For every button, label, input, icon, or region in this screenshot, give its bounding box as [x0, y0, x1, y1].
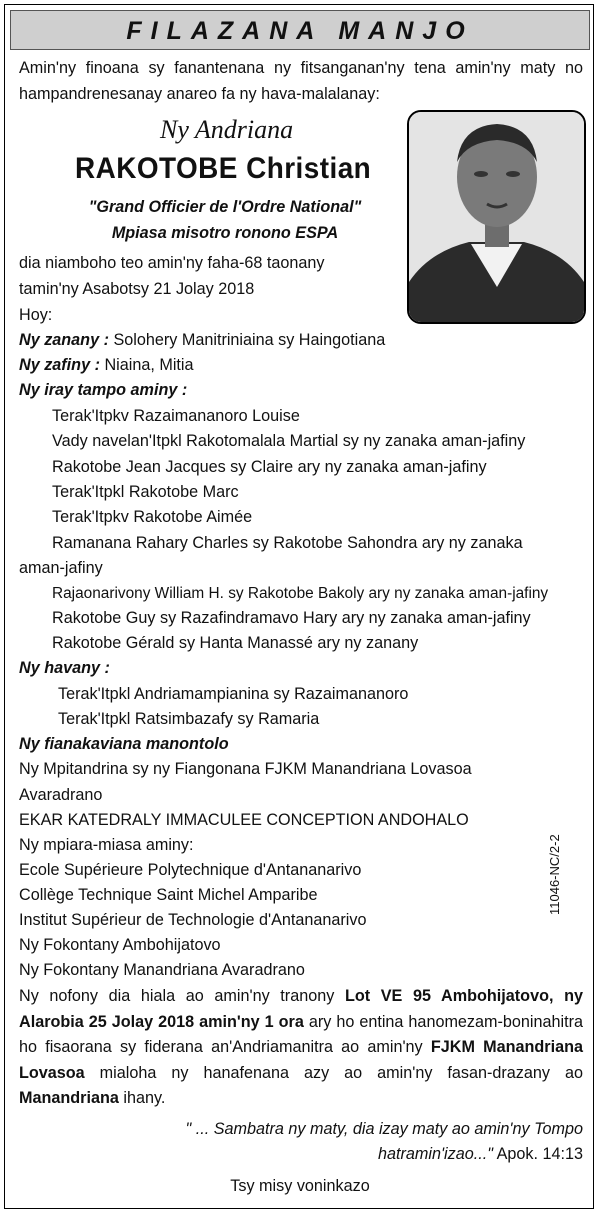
- family-item: Institut Supérieur de Technologie d'Antananarivo: [19, 911, 367, 929]
- family-item: Ecole Supérieure Polytechnique d'Antananarivo: [19, 861, 362, 879]
- quote-reference: Apok. 14:13: [492, 1145, 583, 1163]
- portrait-photo: [407, 110, 586, 324]
- closing-note: Tsy misy voninkazo: [230, 1177, 370, 1195]
- children-label: Ny zanany :: [19, 331, 109, 349]
- family-item: Ny mpiara-miasa aminy:: [19, 836, 194, 854]
- relative-item: Terak'Itpkl Andriamampianina sy Razaimananoro: [58, 685, 409, 703]
- sibling-item: aman-jafiny: [19, 559, 103, 577]
- family-item: Avaradrano: [19, 786, 103, 804]
- funeral-church: FJKM Manandriana Lovasoa: [19, 1038, 583, 1082]
- funeral-text: ary ho entina hanomezam-boninahitra ho fisaorana sy fiderana an'Andriamanitra ao amin'ny: [19, 1012, 584, 1057]
- family-item: Collège Technique Saint Michel Amparibe: [19, 886, 318, 904]
- ad-reference: 11046-NC/2-2: [547, 834, 562, 915]
- portrait-icon: [409, 112, 584, 322]
- funeral-place: Manandriana: [19, 1089, 119, 1108]
- relative-item: Terak'Itpkl Ratsimbazafy sy Ramaria: [58, 710, 320, 728]
- family-item: Ny Fokontany Ambohijatovo: [19, 936, 221, 954]
- family-item: Ny Fokontany Manandriana Avaradrano: [19, 961, 305, 979]
- sibling-item: Rakotobe Jean Jacques sy Claire ary ny zanaka aman-jafiny: [52, 458, 487, 476]
- children-value: Solohery Manitriniaina sy Haingotiana: [113, 331, 386, 349]
- quote-line-2: [378, 1142, 583, 1168]
- family-label: Ny fianakaviana manontolo: [19, 735, 229, 753]
- funeral-address: Lot VE 95 Ambohijatovo, ny Alarobia 25 Jolay 2018 amin'ny 1 ora: [19, 987, 583, 1031]
- title-order: "Grand Officier de l'Ordre National": [88, 198, 362, 216]
- death-date: tamin'ny Asabotsy 21 Jolay 2018: [19, 280, 255, 298]
- deceased-name: RAKOTOBE Christian: [75, 152, 372, 185]
- title-job: Mpiasa misotro ronono ESPA: [111, 224, 339, 242]
- sibling-item: Rakotobe Guy sy Razafindramavo Hary ary ny zanaka aman-jafiny: [52, 609, 531, 627]
- grandchildren-value: Niaina, Mitia: [104, 356, 194, 374]
- siblings-label: Ny iray tampo aminy :: [19, 381, 188, 399]
- funeral-text: ihany.: [118, 1089, 166, 1108]
- hoy-text: Hoy:: [19, 306, 53, 324]
- sibling-item: Rajaonarivony William H. sy Rakotobe Bakoly ary ny zanaka aman-jafiny: [52, 585, 549, 602]
- death-age: dia niamboho teo amin'ny faha-68 taonany: [19, 254, 325, 272]
- quote-line-1: " ... Sambatra ny maty, dia izay maty ao amin'ny Tompo: [185, 1120, 583, 1138]
- funeral-text: Ny nofony dia hiala ao amin'ny tranony: [19, 987, 345, 1005]
- sibling-item: Terak'Itpkv Rakotobe Aimée: [52, 508, 253, 526]
- family-item: EKAR KATEDRALY IMMACULEE CONCEPTION ANDOHALO: [19, 811, 469, 829]
- intro-text: Amin'ny finoana sy fanantenana ny fitsanganan'ny tena amin'ny maty no hampandrenesanay anareo fa ny hava-malalanay:: [19, 59, 583, 103]
- sibling-item: Vady navelan'Itpkl Rakotomalala Martial sy ny zanaka aman-jafiny: [52, 432, 526, 450]
- sibling-item: Ramanana Rahary Charles sy Rakotobe Sahondra ary ny zanaka: [52, 534, 523, 552]
- sibling-item: Terak'Itpkv Razaimananoro Louise: [52, 407, 300, 425]
- funeral-text: mialoha ny hanafenana azy ao amin'ny fasan-drazany ao: [84, 1063, 583, 1082]
- family-item: Ny Mpitandrina sy ny Fiangonana FJKM Manandriana Lovasoa: [19, 760, 472, 778]
- funeral-paragraph: [19, 984, 583, 1112]
- quote-text: hatramin'izao...": [377, 1145, 493, 1163]
- sibling-item: Terak'Itpkl Rakotobe Marc: [52, 483, 239, 501]
- notice-header: FILAZANA MANJO: [10, 10, 590, 50]
- sibling-item: Rakotobe Gérald sy Hanta Manassé ary ny zanany: [52, 634, 419, 652]
- grandchildren-line: [19, 353, 194, 379]
- relatives-label: Ny havany :: [19, 659, 110, 677]
- grandchildren-label: Ny zafiny :: [19, 356, 100, 374]
- honorific: Ny Andriana: [160, 115, 294, 144]
- children-line: [19, 328, 385, 354]
